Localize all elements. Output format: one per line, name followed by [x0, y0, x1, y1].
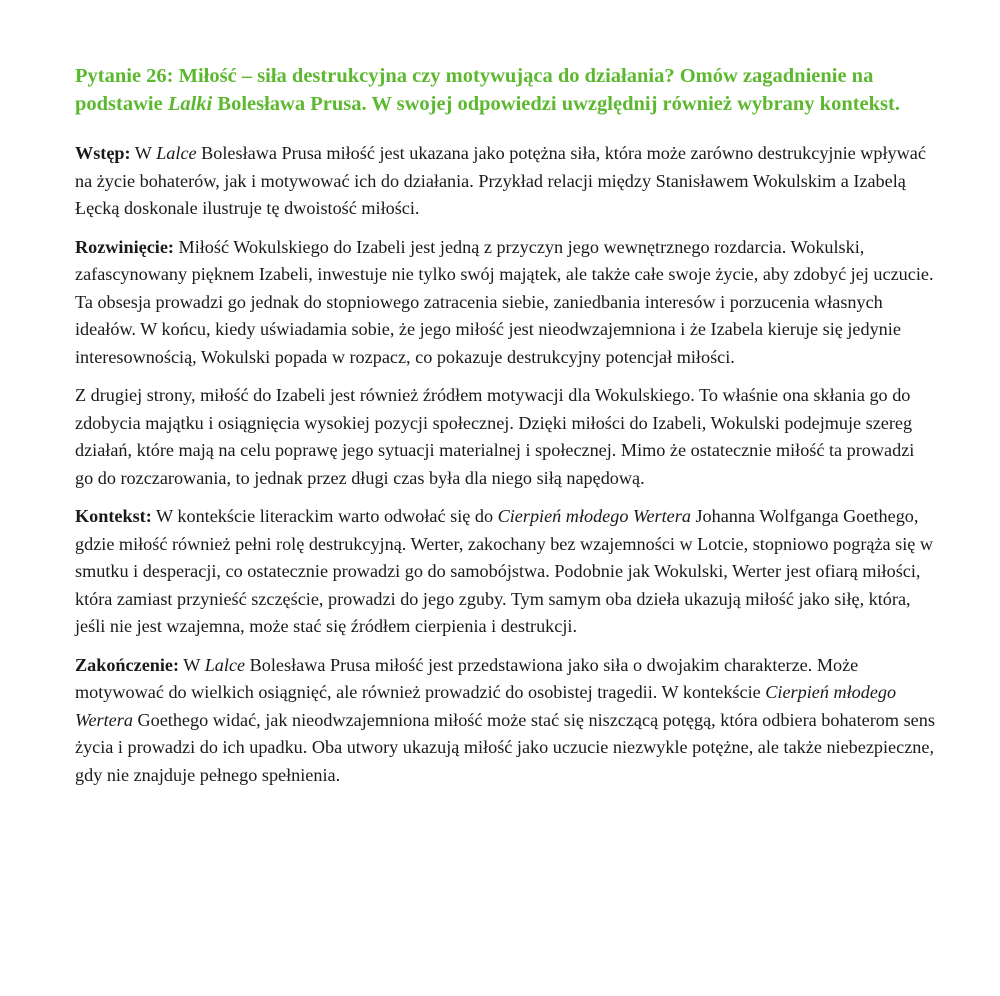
question-text-part1: Pytanie 26: Miłość – siła destrukcyjna czy motywująca do działania? Omów zagadnienie na podstawie [75, 65, 874, 115]
development-text: Miłość Wokulskiego do Izabeli jest jedną z przyczyn jego wewnętrznego rozdarcia. Wokulski, zafascynowany pięknem Izabeli, inwestuje nie tylko swój majątek, ale także całe swoje życie, aby zdobyć jej uczucie. Ta obsesja prowadzi go jednak do stopniowego zatracenia siebie, zaniedbania interesów i porzucenia własnych ideałów. W końcu, kiedy uświadamia sobie, że jego miłość jest nieodwzajemniona i że Izabela kieruje się jedynie interesownością, Wokulski popada w rozpacz, co pokazuje destrukcyjny potencjał miłości. [75, 236, 934, 367]
conclusion-italic-title-2: Cierpień młodego Wertera [75, 682, 897, 730]
conclusion-text-1: W [179, 654, 205, 675]
conclusion-italic-title-1: Lalce [204, 654, 246, 675]
context-text-2: Johanna Wolfganga Goethego, gdzie miłość również pełni rolę destrukcyjną. Werter, zakochany bez wzajemności w Lotcie, stopniowo pogrąża się w smutku i desperacji, co ostatecznie prowadzi go do samobójstwa. Podobnie jak Wokulski, Werter jest ofiarą miłości, która zamiast przynieść szczęście, prowadzi do jego zguby. Tym samym oba dzieła ukazują miłość jako siłę, która, jeśli nie jest wzajemna, może stać się źródłem cierpienia i destrukcji. [75, 506, 934, 636]
conclusion-label: Zakończenie: [75, 654, 180, 675]
context-text-1: W kontekście literackim warto odwołać się do [151, 506, 498, 526]
second-text: Z drugiej strony, miłość do Izabeli jest również źródłem motywacji dla Wokulskiego. To właśnie ona skłania go do zdobycia majątku i osiągnięcia wysokiej pozycji społecznej. Dzięki miłości do Izabeli, Wokulski podejmuje szereg działań, które mają na celu poprawę jego sytuacji materialnej i społecznej. Mimo że ostatecznie miłość ta prowadzi go do rozczarowania, to jednak przez długi czas była dla niego siłą napędową. [75, 385, 915, 488]
question-heading [75, 62, 935, 118]
intro-italic-title: Lalce [156, 143, 197, 163]
question-title-italic: Lalki [167, 93, 213, 115]
conclusion-text-2: Bolesława Prusa miłość jest przedstawiona jako siła o dwojakim charakterze. Może motywować do wielkich osiągnięć, ale również prowadzić do osobistej tragedii. W kontekście [75, 654, 859, 702]
development-label: Rozwinięcie: [75, 236, 174, 257]
context-paragraph [75, 503, 935, 641]
document-page [75, 62, 935, 800]
development-paragraph [75, 234, 935, 372]
question-text-part2: Bolesława Prusa. W swojej odpowiedzi uwzględnij również wybrany kontekst. [212, 93, 900, 115]
context-label: Kontekst: [75, 506, 152, 526]
intro-text-1: W [130, 143, 157, 163]
second-paragraph [75, 382, 935, 492]
conclusion-text-3: Goethego widać, jak nieodwzajemniona miłość może stać się niszczącą potęgą, która odbiera bohaterom sens życia i prowadzi do ich upadku. Oba utwory ukazują miłość jako uczucie niezwykle potężne, ale także niebezpieczne, gdy nie znajduje pełnego spełnienia. [75, 709, 935, 785]
intro-label: Wstęp: [75, 143, 131, 163]
conclusion-paragraph [75, 652, 935, 790]
intro-paragraph [75, 140, 935, 223]
context-italic-title: Cierpień młodego Wertera [497, 506, 691, 526]
intro-text-2: Bolesława Prusa miłość jest ukazana jako potężna siła, która może zarówno destrukcyjnie wpływać na życie bohaterów, jak i motywować ich do działania. Przykład relacji między Stanisławem Wokulskim a Izabelą Łęcką doskonale ilustruje tę dwoistość miłości. [75, 143, 926, 218]
